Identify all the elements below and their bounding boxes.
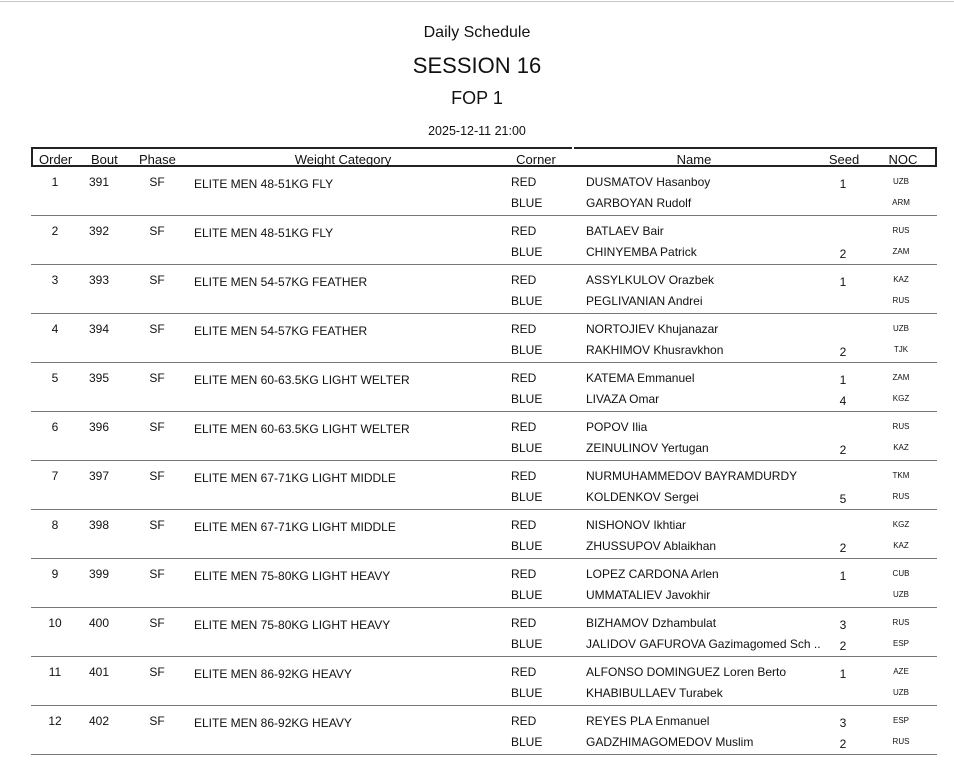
bout-phase: SF (149, 616, 165, 630)
table-row (31, 608, 937, 657)
bout-order: 4 (51, 322, 59, 336)
red-boxer-name: REYES PLA Enmanuel (586, 714, 710, 728)
table-body (31, 167, 937, 755)
blue-boxer-noc: ESP (892, 639, 909, 648)
bout-phase: SF (149, 714, 165, 728)
bout-phase: SF (149, 665, 165, 679)
red-boxer-seed: 3 (839, 716, 847, 730)
blue-boxer-name: GARBOYAN Rudolf (586, 196, 692, 210)
blue-corner-label: BLUE (511, 490, 543, 504)
blue-boxer-name: ZHUSSUPOV Ablaikhan (586, 539, 717, 553)
table-row (31, 363, 937, 412)
blue-boxer-name: ZEINULINOV Yertugan (586, 441, 709, 455)
red-corner-label: RED (511, 273, 537, 287)
session-title: SESSION 16 (412, 53, 542, 78)
blue-boxer-name: JALIDOV GAFUROVA Gazimagomed Sch .. (586, 637, 821, 651)
bout-phase: SF (149, 469, 165, 483)
bout-order: 7 (51, 469, 59, 483)
red-boxer-name: LOPEZ CARDONA Arlen (586, 567, 719, 581)
weight-category: ELITE MEN 86-92KG HEAVY (194, 716, 352, 730)
blue-boxer-name: GADZHIMAGOMEDOV Muslim (586, 735, 754, 749)
bout-order: 1 (51, 175, 59, 189)
red-boxer-noc: ZAM (892, 373, 910, 382)
weight-category: ELITE MEN 60-63.5KG LIGHT WELTER (194, 373, 410, 387)
document-title: Daily Schedule (423, 24, 531, 41)
weight-category: ELITE MEN 48-51KG FLY (194, 177, 334, 191)
table-row (31, 314, 937, 363)
blue-boxer-noc: UZB (893, 688, 909, 697)
table-row (31, 461, 937, 510)
blue-boxer-name: CHINYEMBA Patrick (586, 245, 697, 259)
page-top-rule (0, 1, 954, 2)
red-boxer-seed: 3 (839, 618, 847, 632)
blue-boxer-name: KHABIBULLAEV Turabek (586, 686, 723, 700)
red-boxer-noc: CUB (892, 569, 910, 578)
weight-category: ELITE MEN 67-71KG LIGHT MIDDLE (194, 471, 396, 485)
bout-phase: SF (149, 322, 165, 336)
red-boxer-name: BIZHAMOV Dzhambulat (586, 616, 717, 630)
bout-order: 2 (51, 224, 59, 238)
blue-corner-label: BLUE (511, 343, 543, 357)
red-corner-label: RED (511, 322, 537, 336)
red-boxer-name: ALFONSO DOMINGUEZ Loren Berto (586, 665, 787, 679)
bout-phase: SF (149, 420, 165, 434)
blue-boxer-noc: UZB (893, 590, 909, 599)
red-boxer-noc: AZE (893, 667, 909, 676)
bout-phase: SF (149, 567, 165, 581)
red-boxer-noc: UZB (893, 324, 909, 333)
red-boxer-noc: UZB (893, 177, 909, 186)
table-row (31, 167, 937, 216)
red-boxer-name: NORTOJIEV Khujanazar (586, 322, 719, 336)
red-corner-label: RED (511, 714, 537, 728)
column-header-weight-category: Weight Category (294, 152, 392, 167)
bout-number: 400 (89, 616, 110, 630)
column-header-noc: NOC (888, 152, 918, 167)
red-corner-label: RED (511, 371, 537, 385)
blue-boxer-noc: ZAM (892, 247, 910, 256)
red-boxer-noc: KGZ (892, 520, 910, 529)
red-boxer-noc: ESP (892, 716, 909, 725)
blue-boxer-name: LIVAZA Omar (586, 392, 660, 406)
red-boxer-name: KATEMA Emmanuel (586, 371, 695, 385)
blue-corner-label: BLUE (511, 196, 543, 210)
bout-phase: SF (149, 224, 165, 238)
column-header-corner: Corner (516, 152, 556, 167)
red-boxer-noc: RUS (892, 226, 910, 235)
table-row (31, 559, 937, 608)
blue-corner-label: BLUE (511, 294, 543, 308)
table-row (31, 510, 937, 559)
red-corner-label: RED (511, 616, 537, 630)
blue-corner-label: BLUE (511, 735, 543, 749)
red-corner-label: RED (511, 175, 537, 189)
table-row (31, 216, 937, 265)
column-header-phase: Phase (139, 152, 176, 167)
blue-corner-label: BLUE (511, 637, 543, 651)
red-boxer-seed: 1 (839, 569, 847, 583)
weight-category: ELITE MEN 86-92KG HEAVY (194, 667, 352, 681)
table-header (31, 147, 937, 167)
bout-number: 394 (89, 322, 110, 336)
weight-category: ELITE MEN 54-57KG FEATHER (194, 324, 368, 338)
bout-number: 401 (89, 665, 110, 679)
table-row (31, 657, 937, 706)
red-boxer-name: NISHONOV Ikhtiar (586, 518, 687, 532)
blue-boxer-name: PEGLIVANIAN Andrei (586, 294, 703, 308)
blue-corner-label: BLUE (511, 539, 543, 553)
blue-corner-label: BLUE (511, 441, 543, 455)
schedule-table (31, 147, 937, 755)
table-row (31, 265, 937, 314)
blue-boxer-noc: RUS (892, 737, 910, 746)
bout-number: 397 (89, 469, 110, 483)
bout-number: 398 (89, 518, 110, 532)
blue-corner-label: BLUE (511, 588, 543, 602)
blue-boxer-name: UMMATALIEV Javokhir (586, 588, 711, 602)
fop-label: FOP 1 (451, 88, 503, 108)
red-boxer-seed: 1 (839, 373, 847, 387)
bout-number: 393 (89, 273, 110, 287)
red-boxer-seed: 1 (839, 275, 847, 289)
weight-category: ELITE MEN 75-80KG LIGHT HEAVY (194, 618, 391, 632)
table-row (31, 412, 937, 461)
blue-boxer-noc: ARM (892, 198, 910, 207)
blue-boxer-seed: 2 (839, 541, 847, 555)
weight-category: ELITE MEN 54-57KG FEATHER (194, 275, 368, 289)
bout-order: 11 (48, 665, 62, 679)
red-corner-label: RED (511, 420, 537, 434)
blue-boxer-noc: KAZ (893, 541, 909, 550)
red-boxer-seed: 1 (839, 177, 847, 191)
bout-number: 402 (89, 714, 110, 728)
blue-boxer-noc: TJK (893, 345, 909, 354)
red-corner-label: RED (511, 665, 537, 679)
weight-category: ELITE MEN 60-63.5KG LIGHT WELTER (194, 422, 410, 436)
blue-boxer-noc: KGZ (892, 394, 910, 403)
bout-order: 9 (51, 567, 59, 581)
red-boxer-seed: 1 (839, 667, 847, 681)
bout-number: 399 (89, 567, 110, 581)
column-header-name: Name (676, 152, 712, 167)
red-boxer-name: ASSYLKULOV Orazbek (586, 273, 715, 287)
blue-boxer-seed: 2 (839, 737, 847, 751)
bout-phase: SF (149, 273, 165, 287)
weight-category: ELITE MEN 48-51KG FLY (194, 226, 334, 240)
blue-corner-label: BLUE (511, 392, 543, 406)
bout-order: 6 (51, 420, 59, 434)
blue-boxer-seed: 5 (839, 492, 847, 506)
red-corner-label: RED (511, 224, 537, 238)
bout-number: 396 (89, 420, 110, 434)
blue-corner-label: BLUE (511, 686, 543, 700)
blue-boxer-noc: RUS (892, 296, 910, 305)
blue-boxer-seed: 2 (839, 639, 847, 653)
bout-phase: SF (149, 371, 165, 385)
bout-phase: SF (149, 175, 165, 189)
red-boxer-noc: TKM (892, 471, 910, 480)
red-boxer-noc: RUS (892, 618, 910, 627)
red-corner-label: RED (511, 518, 537, 532)
red-boxer-noc: KAZ (893, 275, 909, 284)
column-header-seed: Seed (828, 152, 860, 167)
weight-category: ELITE MEN 75-80KG LIGHT HEAVY (194, 569, 391, 583)
blue-boxer-name: RAKHIMOV Khusravkhon (586, 343, 724, 357)
blue-boxer-seed: 4 (839, 394, 847, 408)
bout-number: 391 (89, 175, 110, 189)
blue-corner-label: BLUE (511, 245, 543, 259)
red-corner-label: RED (511, 567, 537, 581)
red-boxer-noc: RUS (892, 422, 910, 431)
bout-order: 5 (51, 371, 59, 385)
bout-order: 12 (48, 714, 62, 728)
bout-number: 395 (89, 371, 110, 385)
session-datetime: 2025-12-11 21:00 (428, 124, 526, 138)
red-boxer-name: POPOV Ilia (586, 420, 648, 434)
bout-order: 3 (51, 273, 59, 287)
bout-order: 10 (48, 616, 62, 630)
blue-boxer-seed: 2 (839, 247, 847, 261)
bout-number: 392 (89, 224, 110, 238)
red-boxer-name: BATLAEV Bair (586, 224, 664, 238)
column-header-bout: Bout (91, 152, 118, 167)
red-corner-label: RED (511, 469, 537, 483)
blue-boxer-noc: KAZ (893, 443, 909, 452)
blue-boxer-seed: 2 (839, 345, 847, 359)
table-row (31, 706, 937, 755)
red-boxer-name: NURMUHAMMEDOV BAYRAMDURDY (586, 469, 798, 483)
blue-boxer-seed: 2 (839, 443, 847, 457)
blue-boxer-noc: RUS (892, 492, 910, 501)
red-boxer-name: DUSMATOV Hasanboy (586, 175, 711, 189)
bout-phase: SF (149, 518, 165, 532)
weight-category: ELITE MEN 67-71KG LIGHT MIDDLE (194, 520, 396, 534)
column-header-order: Order (39, 152, 73, 167)
bout-order: 8 (51, 518, 59, 532)
blue-boxer-name: KOLDENKOV Sergei (586, 490, 699, 504)
